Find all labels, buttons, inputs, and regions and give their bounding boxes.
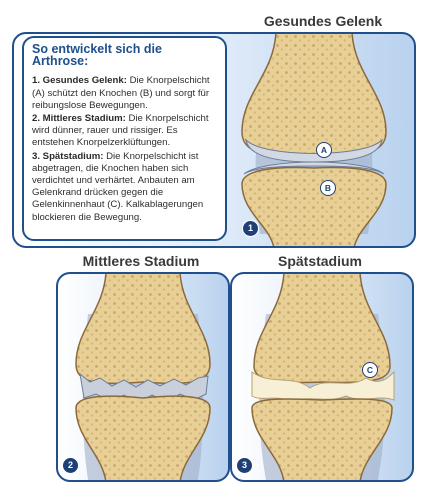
lower-bone	[242, 168, 386, 246]
panel-title-healthy: Gesundes Gelenk	[263, 13, 383, 29]
panel-late-stage	[230, 272, 414, 482]
explanation-item-1: 1. Gesundes Gelenk: Die Knorpelschicht (A) schützt den Knochen (B) und sorgt für reibungslose Bewegungen.	[32, 75, 210, 111]
panel-number-1: 1	[242, 220, 259, 237]
label-a-cartilage: A	[316, 142, 332, 158]
middle-stage-joint-illustration	[58, 274, 228, 480]
explanation-heading: So entwickelt sich die Arthrose:	[32, 42, 162, 69]
upper-bone	[76, 274, 210, 383]
explanation-item-2: 2. Mittleres Stadium: Die Knorpelschicht wird dünner, rauer und rissiger. Es entstehen Knorpelzerklüftungen.	[32, 113, 209, 149]
panel-title-middle: Mittleres Stadium	[82, 253, 200, 269]
panel-number-2: 2	[62, 457, 79, 474]
panel-number-3: 3	[236, 457, 253, 474]
explanation-item-3: 3. Spätstadium: Die Knorpelschicht ist abgetragen, die Knochen haben sich verdichtet und verhärtet. Anbauten am Gelenkrand drücken gegen die Gelenkinnenhaut (C). Kalkablagerungen blockieren die Bewegung.	[32, 150, 204, 223]
upper-bone	[242, 34, 386, 155]
label-c-synovial-membrane: C	[362, 362, 378, 378]
panel-title-late: Spätstadium	[277, 253, 362, 269]
panel-healthy-joint	[12, 32, 416, 248]
label-b-bone: B	[320, 180, 336, 196]
late-stage-joint-illustration	[232, 274, 412, 480]
panel-middle-stage	[56, 272, 230, 482]
arthrosis-explanation-box	[22, 36, 227, 241]
